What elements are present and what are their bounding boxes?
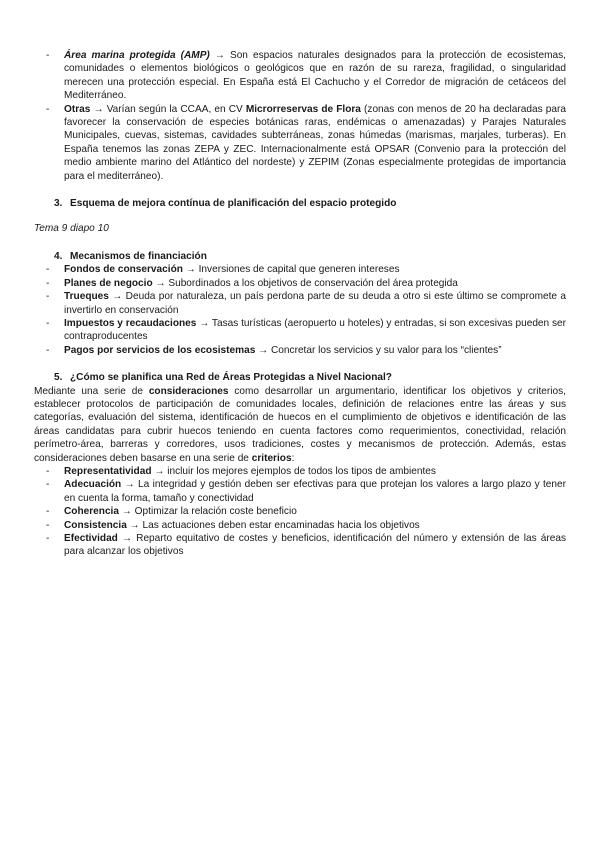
list-item: - Coherencia → Optimizar la relación coste beneficio	[46, 506, 297, 518]
term-amp: Área marina protegida (AMP)	[64, 50, 210, 61]
list-item-otras: - Otras → Varían según la CCAA, en CV Microrreservas de Flora (zonas con menos de 20 ha declaradas para favorecer la conservación de especies botánicas raras, endémicas o amenazadas) y Parajes Naturales Municipales, cuevas, sistemas, cavidades subterráneas, zonas húmedas (marismas, marjales, turberas). En España tenemos las zonas ZEPA y ZEC. Internacionalmente está OPSAR (Convenio para la protección del medio ambiente marino del Atlántico del nordeste) y ZEPIM (Zonas especialmente protegidas de importancia para el mediterráneo).	[34, 103, 566, 183]
term-otras: Otras	[64, 103, 91, 115]
section-5-heading: 5. ¿Cómo se planifica una Red de Áreas Protegidas a Nivel Nacional?	[54, 372, 392, 384]
list-item: - Adecuación → La integridad y gestión deben ser efectivas para que protejan los valores a largo plazo y tener en cuenta la forma, tamaño y conectividad	[46, 479, 566, 504]
list-item: - Pagos por servicios de los ecosistemas → Concretar los servicios y su valor para los “clientes”	[46, 344, 502, 356]
list-item: - Planes de negocio → Subordinados a los objetivos de conservación del área protegida	[46, 277, 458, 289]
list-item: - Efectividad → Reparto equitativo de costes y beneficios, identificación del número y extensión de las áreas para alcanzar los objetivos	[46, 533, 566, 558]
list-item: - Trueques → Deuda por naturaleza, un país perdona parte de su deuda a otro si este último se compromete a invertirlo en conservación	[46, 291, 566, 316]
bullet-dash: -	[46, 103, 50, 115]
list-item: - Fondos de conservación → Inversiones de capital que generen intereses	[46, 264, 400, 276]
section-3-heading: 3. Esquema de mejora contínua de planificación del espacio protegido	[54, 198, 397, 210]
term-microrreservas: Microrreservas de Flora	[245, 103, 361, 115]
page-content	[34, 49, 566, 559]
list-item: - Consistencia → Las actuaciones deben estar encaminadas hacia los objetivos	[46, 519, 420, 531]
list-item: - Representatividad → incluir los mejores ejemplos de todos los tipos de ambientes	[46, 465, 436, 477]
bullet-dash: -	[46, 50, 50, 61]
list-item: - Impuestos y recaudaciones → Tasas turísticas (aeropuerto u hoteles) y entradas, si son excesivas pueden ser contraproducentes	[46, 317, 566, 343]
list-item-amp: - Área marina protegida (AMP) → Son espacios naturales designados para la protección de ecosistemas, comunidades o elementos biológicos o geológicos que en razón de su rareza, fragilidad, o singularidad merecen una protección especial. En España está El Cachucho y el Corredor de migración de cetáceos del Mediterráneo.	[34, 49, 566, 103]
section-5-paragraph: Mediante una serie de consideraciones como desarrollar un argumentario, identificar los objetivos y criterios, establecer protocolos de participación de comunidades locales, definición de relaciones entre las áreas y sus categorías, evaluación del sistema, identificación de huecos en el cumplimiento de objetivos e identificación de las áreas candidatas para cubrir huecos teniendo en cuenta factores como requerimientos, conectividad, relación perímetro-área, barreras y corredores, usos tradiciones, costes y mecanismos de protección. Además, estas consideraciones deben basarse en una serie de criterios:	[34, 385, 566, 464]
section-4-heading: 4. Mecanismos de financiación	[54, 250, 207, 262]
slide-reference-note: Tema 9 diapo 10	[34, 223, 109, 235]
